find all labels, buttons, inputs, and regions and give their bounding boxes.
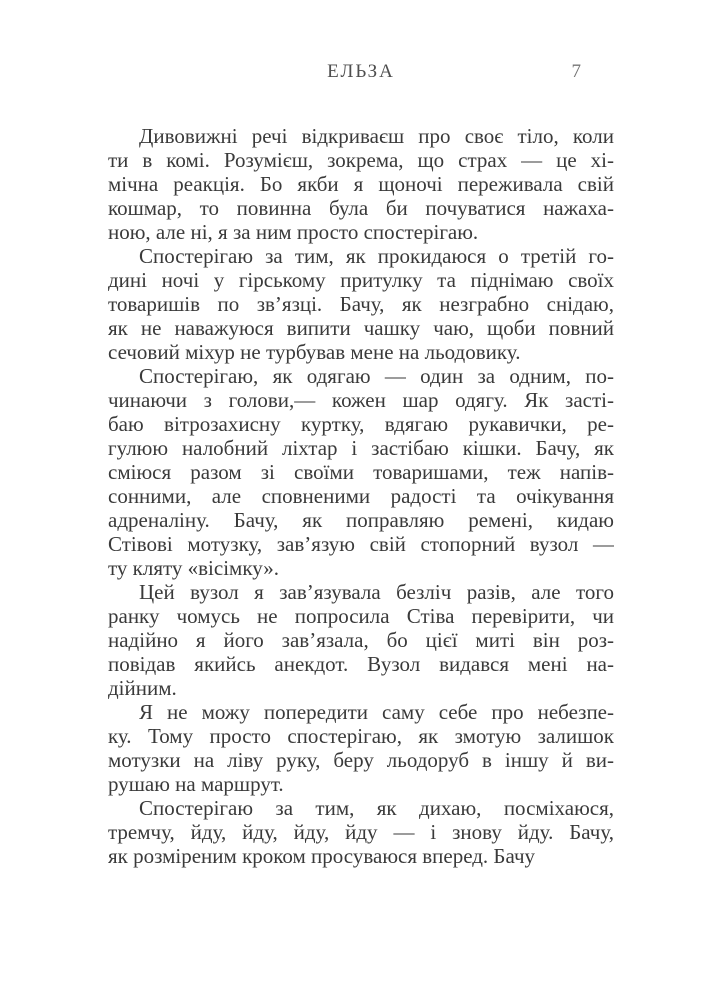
text-line: мотузки на ліву руку, беру льодоруб в іншу й ви-	[108, 748, 614, 772]
text-line: Цей вузол я зав’язувала безліч разів, але того	[139, 580, 614, 604]
text-line: Стівові мотузку, зав’язую свій стопорний вузол —	[108, 532, 614, 556]
text-line: Я не можу попередити саму себе про небезпе-	[139, 700, 614, 724]
page-body	[108, 124, 614, 868]
paragraph	[108, 364, 614, 580]
text-line: ту кляту «вісімку».	[108, 556, 280, 580]
text-line: сонними, але сповненими радості та очікування	[108, 484, 614, 508]
chapter-title: ЕЛЬЗА	[327, 61, 395, 82]
text-line: дині ночі у гірському притулку та піднімаю своїх	[108, 268, 614, 292]
text-line: товаришів по зв’язці. Бачу, як незграбно снідаю,	[108, 292, 614, 316]
text-line: баю вітрозахисну куртку, вдягаю рукавички, ре-	[108, 412, 614, 436]
text-line: як не наважуюся випити чашку чаю, щоби повний	[108, 316, 614, 340]
paragraph	[108, 700, 614, 796]
text-line: як розміреним кроком просуваюся вперед. Бачу	[108, 844, 536, 868]
text-line: надійно я його зав’язала, бо цієї миті він роз-	[108, 628, 614, 652]
text-line: Спостерігаю за тим, як дихаю, посміхаюся,	[139, 796, 614, 820]
page-number: 7	[571, 61, 581, 82]
text-line: ною, але ні, я за ним просто спостерігаю.	[108, 220, 479, 244]
text-line: сміюся разом зі своїми товаришами, теж напів-	[108, 460, 614, 484]
text-line: сечовий міхур не турбував мене на льодовику.	[108, 340, 521, 364]
text-line: ти в комі. Розумієш, зокрема, що страх — це хі-	[108, 148, 614, 172]
text-line: тремчу, йду, йду, йду, йду — і знову йду. Бачу,	[108, 820, 614, 844]
text-line: чинаючи з голови,— кожен шар одягу. Як засті-	[108, 388, 614, 412]
text-line: адреналіну. Бачу, як поправляю ремені, кидаю	[108, 508, 614, 532]
text-line: ку. Тому просто спостерігаю, як змотую залишок	[108, 724, 614, 748]
text-line: кошмар, то повинна була би почуватися нажаха-	[108, 196, 614, 220]
paragraph	[108, 244, 614, 364]
running-head	[108, 61, 614, 85]
text-line: ранку чомусь не попросила Стіва перевірити, чи	[108, 604, 614, 628]
text-line: Спостерігаю, як одягаю — один за одним, по-	[139, 364, 614, 388]
paragraph	[108, 796, 614, 868]
text-line: Спостерігаю за тим, як прокидаюся о третій го-	[139, 244, 614, 268]
paragraph	[108, 124, 614, 244]
paragraph	[108, 580, 614, 700]
text-line: дійним.	[108, 676, 177, 700]
text-line: рушаю на маршрут.	[108, 772, 284, 796]
text-line: Дивовижні речі відкриваєш про своє тіло, коли	[139, 124, 614, 148]
text-line: повідав якийсь анекдот. Вузол видався мені на-	[108, 652, 614, 676]
text-line: гулюю налобний ліхтар і застібаю кішки. Бачу, як	[108, 436, 614, 460]
text-line: мічна реакція. Бо якби я щоночі переживала свій	[108, 172, 614, 196]
